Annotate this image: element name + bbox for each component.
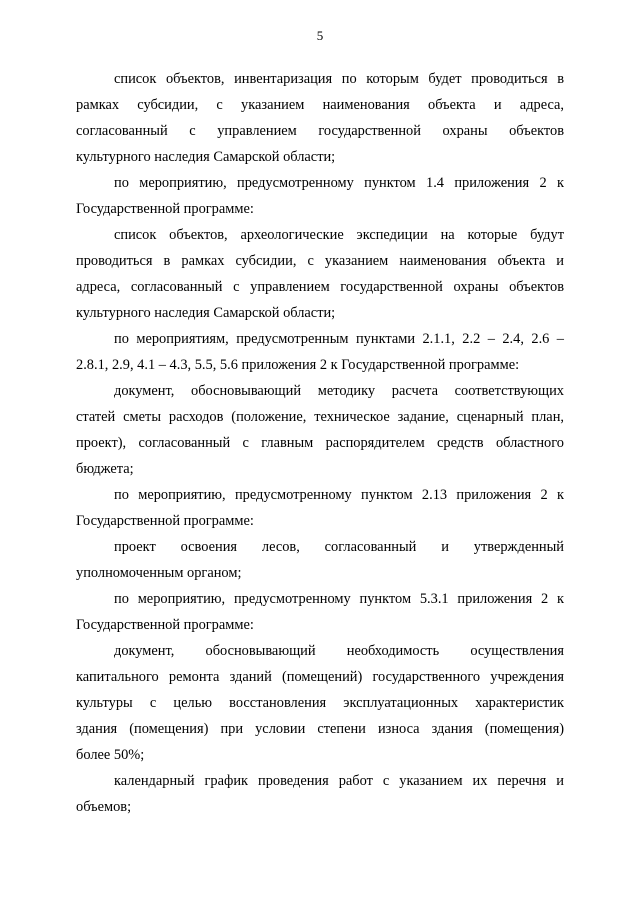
paragraph-line: по мероприятиям, предусмотренным пунктами 2.1.1, 2.2 – 2.4, 2.6 – — [114, 331, 564, 347]
paragraph-line: по мероприятию, предусмотренному пунктом 5.3.1 приложения 2 к — [114, 591, 564, 607]
paragraph-line: капитального ремонта зданий (помещений) государственного учреждения — [76, 669, 564, 685]
paragraph-line: культурного наследия Самарской области; — [76, 149, 336, 165]
paragraph-line: Государственной программе: — [76, 513, 254, 529]
paragraph-line: 2.8.1, 2.9, 4.1 – 4.3, 5.5, 5.6 приложения 2 к Государственной программе: — [76, 357, 520, 373]
paragraph-line: здания (помещения) при условии степени износа здания (помещения) — [76, 721, 564, 737]
paragraph-line: проект освоения лесов, согласованный и утвержденный — [114, 539, 564, 555]
paragraph-line: согласованный с управлением государственной охраны объектов — [76, 123, 564, 139]
paragraph — [76, 222, 564, 326]
paragraph-line: список объектов, археологические экспедиции на которые будут — [114, 227, 564, 243]
paragraph — [76, 66, 564, 170]
paragraph — [76, 586, 564, 638]
paragraph-line: по мероприятию, предусмотренному пунктом 1.4 приложения 2 к — [114, 175, 564, 191]
paragraph-line: бюджета; — [76, 461, 134, 477]
paragraph-line: календарный график проведения работ с указанием их перечня и — [114, 773, 564, 789]
paragraph-line: адреса, согласованный с управлением государственной охраны объектов — [76, 279, 564, 295]
paragraph-line: проводиться в рамках субсидии, с указанием наименования объекта и — [76, 253, 564, 269]
paragraph-line: по мероприятию, предусмотренному пунктом 2.13 приложения 2 к — [114, 487, 564, 503]
paragraph — [76, 482, 564, 534]
paragraph — [76, 534, 564, 586]
paragraph-line: статей сметы расходов (положение, техническое задание, сценарный план, — [76, 409, 564, 425]
page-number: 5 — [316, 28, 324, 43]
paragraph-line: документ, обосновывающий необходимость осуществления — [114, 643, 564, 659]
paragraph-line: объемов; — [76, 799, 132, 815]
paragraph — [76, 768, 564, 820]
paragraph-line: уполномоченным органом; — [76, 565, 242, 581]
paragraph-line: культуры с целью восстановления эксплуатационных характеристик — [76, 695, 564, 711]
paragraph-line: проект), согласованный с главным распорядителем средств областного — [76, 435, 564, 451]
paragraph-line: Государственной программе: — [76, 201, 254, 217]
paragraph — [76, 170, 564, 222]
paragraph — [76, 326, 564, 378]
paragraph-line: документ, обосновывающий методику расчета соответствующих — [114, 383, 564, 399]
paragraph-line: более 50%; — [76, 747, 145, 763]
paragraph — [76, 638, 564, 768]
paragraph-line: рамках субсидии, с указанием наименования объекта и адреса, — [76, 97, 564, 113]
paragraph-line: список объектов, инвентаризация по которым будет проводиться в — [114, 71, 564, 87]
paragraph-line: культурного наследия Самарской области; — [76, 305, 336, 321]
paragraph-line: Государственной программе: — [76, 617, 254, 633]
document-body — [76, 66, 564, 820]
paragraph — [76, 378, 564, 482]
